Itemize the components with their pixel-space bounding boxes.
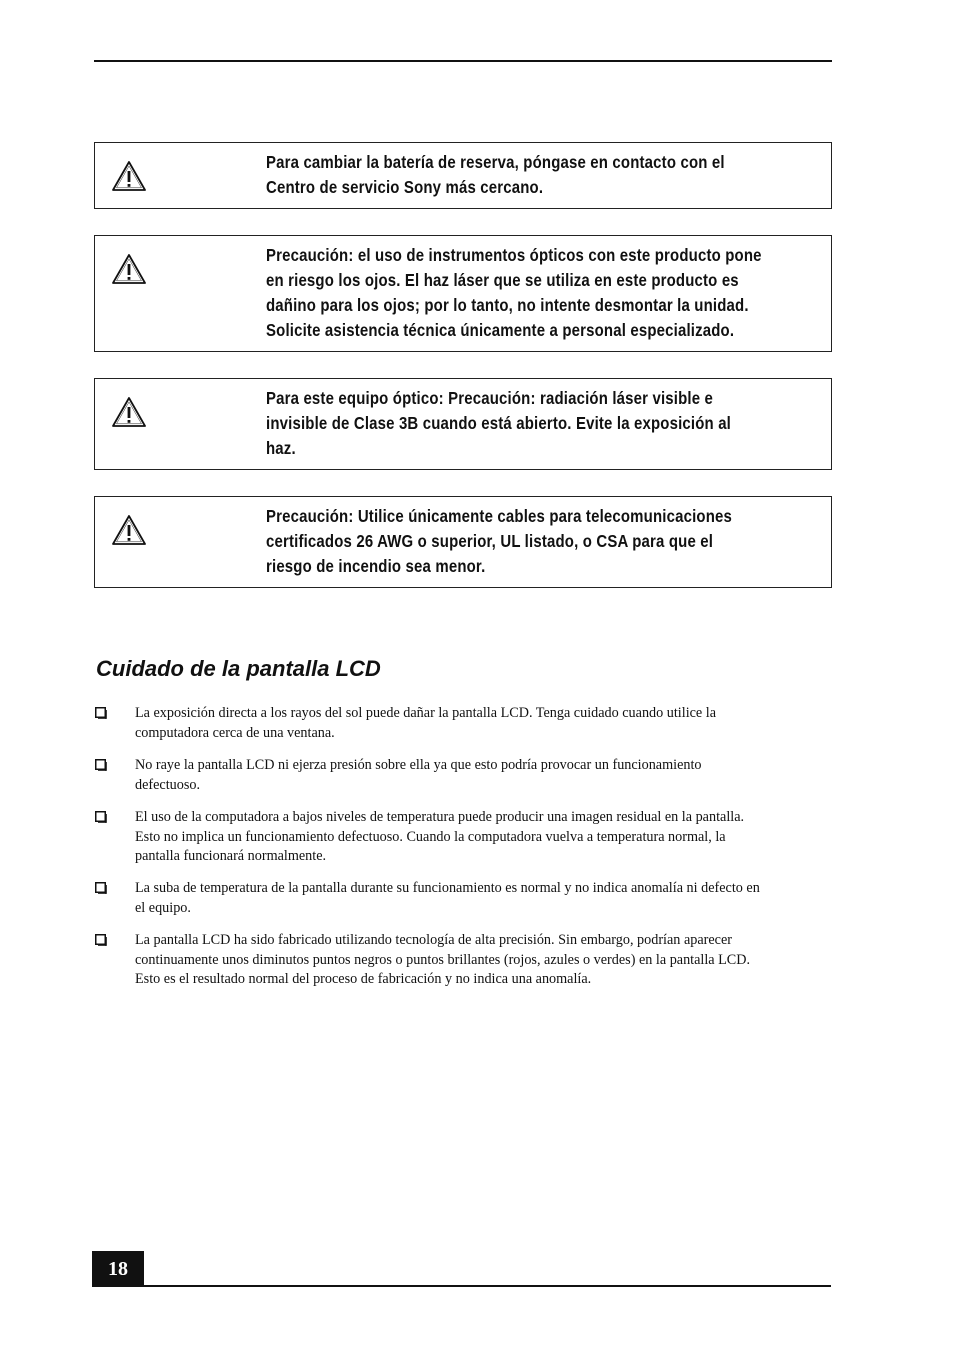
warning-line: invisible de Clase 3B cuando está abierto. Evite la exposición al: [266, 413, 732, 433]
list-line: continuamente unos diminutos puntos negros o puntos brillantes (rojos, azules o verdes) en la pantalla LCD.: [135, 951, 751, 968]
warning-text-4: [266, 504, 825, 579]
warning-line: riesgo de incendio sea menor.: [266, 556, 486, 576]
checkbox-icon: [95, 934, 107, 946]
list-line: pantalla funcionará normalmente.: [135, 848, 327, 864]
warning-text-3: [266, 386, 825, 461]
warning-triangle-icon: [111, 396, 147, 428]
warning-triangle-icon: [111, 514, 147, 546]
warning-text-1: [266, 150, 825, 200]
list-line: No raye la pantalla LCD ni ejerza presión sobre ella ya que esto podría provocar un funcionamiento: [135, 757, 702, 773]
list-item-text: [135, 808, 835, 867]
warning-line: Precaución: el uso de instrumentos ópticos con este producto pone: [266, 245, 762, 265]
checkbox-icon: [95, 882, 107, 894]
list-line: La pantalla LCD ha sido fabricado utilizando tecnología de alta precisión. Sin embargo, podrían aparecer: [135, 932, 732, 948]
list-line: computadora cerca de una ventana.: [135, 724, 335, 741]
warning-box-4: [94, 496, 832, 588]
list-line: defectuoso.: [135, 776, 201, 793]
list-item-text: [135, 756, 835, 795]
checkbox-icon: [95, 759, 107, 771]
warning-line: Para cambiar la batería de reserva, póngase en contacto con el: [266, 152, 725, 172]
warning-line: Centro de servicio Sony más cercano.: [266, 177, 544, 197]
warning-line: en riesgo los ojos. El haz láser que se utiliza en este producto es: [266, 270, 739, 290]
warning-line: Para este equipo óptico: Precaución: radiación láser visible e: [266, 388, 714, 408]
section-title: Cuidado de la pantalla LCD: [96, 656, 381, 681]
page-number: 18: [92, 1251, 144, 1287]
header-rule: [94, 60, 832, 62]
list-item-text: [135, 879, 835, 918]
list-item-text: [135, 704, 835, 743]
warning-line: Solicite asistencia técnica únicamente a personal especializado.: [266, 320, 735, 340]
checkbox-icon: [95, 811, 107, 823]
warning-line: Precaución: Utilice únicamente cables para telecomunicaciones: [266, 506, 732, 526]
list-line: Esto no implica un funcionamiento defectuoso. Cuando la computadora vuelva a temperatura normal, la: [135, 828, 726, 845]
checkbox-icon: [95, 707, 107, 719]
list-line: Esto es el resultado normal del proceso de fabricación y no indica una anomalía.: [135, 971, 592, 987]
list-line: El uso de la computadora a bajos niveles de temperatura puede producir una imagen residual en la pantalla.: [135, 809, 745, 825]
warning-triangle-icon: [111, 253, 147, 285]
warning-box-3: [94, 378, 832, 470]
warning-box-1: [94, 142, 832, 209]
list-item-text: [135, 931, 835, 990]
warning-text-2: [266, 243, 825, 343]
warning-line: certificados 26 AWG o superior, UL listado, o CSA para que el: [266, 531, 714, 551]
list-line: La exposición directa a los rayos del sol puede dañar la pantalla LCD. Tenga cuidado cuando utilice la: [135, 705, 717, 721]
warning-line: haz.: [266, 438, 296, 458]
list-line: La suba de temperatura de la pantalla durante su funcionamiento es normal y no indica anomalía ni defecto en: [135, 880, 760, 896]
footer-rule: [92, 1285, 831, 1287]
list-line: el equipo.: [135, 899, 191, 916]
warning-line: dañino para los ojos; por lo tanto, no intente desmontar la unidad.: [266, 295, 749, 315]
warning-box-2: [94, 235, 832, 352]
warning-triangle-icon: [111, 160, 147, 192]
